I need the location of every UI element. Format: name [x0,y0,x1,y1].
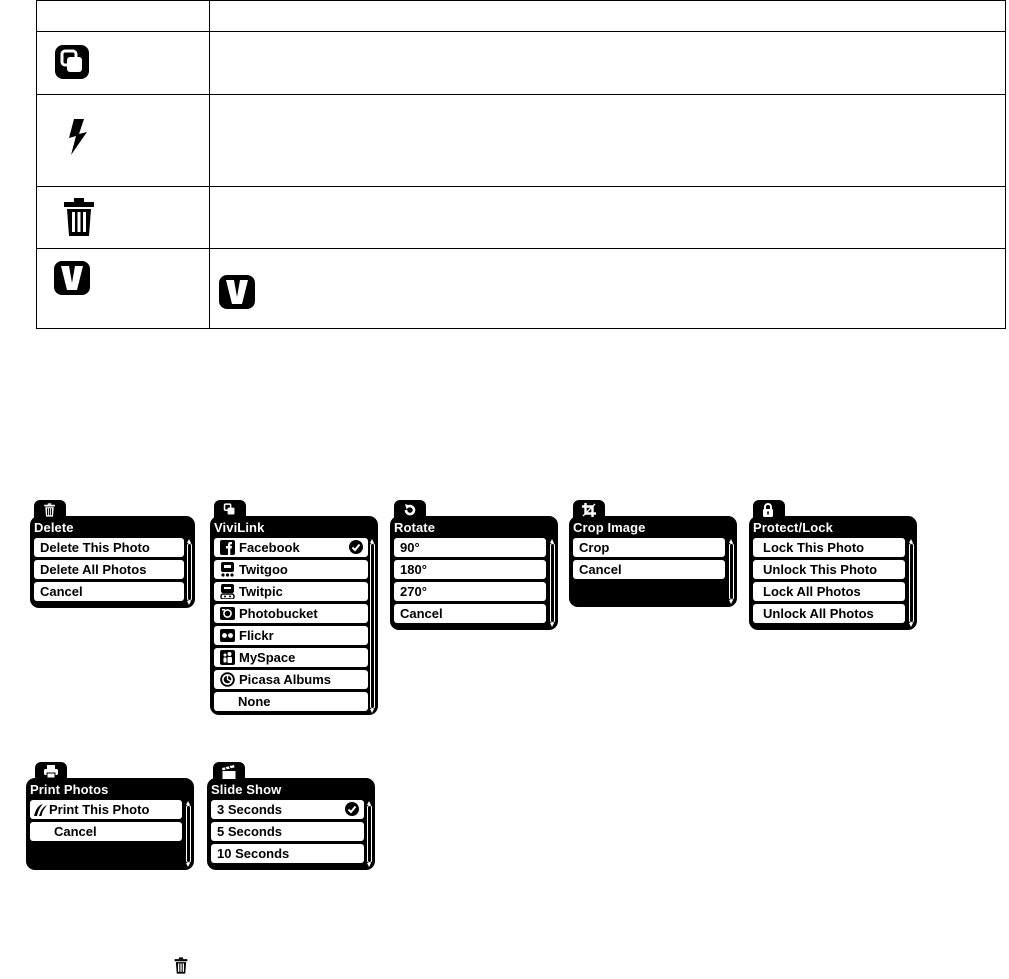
menu-item-flickr[interactable] [214,626,368,645]
menu-item-label: Cancel [54,824,97,839]
menu-item-270[interactable]: 270° [394,582,546,601]
table-icon-cell [37,32,210,95]
menu-item-lock-all-photos[interactable] [753,582,905,601]
menu-title: Rotate [394,520,436,535]
crop-icon [582,503,596,517]
menu-item-label: None [238,694,271,709]
pictbridge-icon [33,802,48,817]
menu-item-none[interactable] [214,692,368,711]
menu-item-twitgoo[interactable] [214,560,368,579]
menu-item-print-this-photo[interactable] [30,800,182,819]
menu-item-label: Lock This Photo [763,540,865,555]
table-header-cell [37,1,210,32]
lock-icon [762,503,774,517]
table-icon-cell [37,249,210,329]
menu-item-lock-this-photo[interactable] [753,538,905,557]
table-icon-cell [37,187,210,249]
menu-item-label: MySpace [239,650,296,665]
menu-item-label: Twitpic [239,584,283,599]
table-row [37,32,1006,95]
table-description-cell [210,95,1006,187]
menu-item-cancel[interactable]: Cancel [573,560,725,579]
menu-item-label: Facebook [239,540,300,555]
menu-item-label: Flickr [239,628,274,643]
twitgoo-icon [220,562,235,577]
flickr-icon [220,628,235,643]
menu-item-crop[interactable]: Crop [573,538,725,557]
menu-item-180[interactable]: 180° [394,560,546,579]
photobucket-icon [220,606,235,621]
twitpic-icon [220,584,235,599]
vivilink-icon [223,503,236,516]
trash-icon [43,503,56,517]
protect-lock-menu [749,516,917,630]
menu-item-10-seconds[interactable] [211,844,364,863]
menu-item-unlock-this-photo[interactable] [753,560,905,579]
scrollbar[interactable] [186,805,191,863]
menu-item-delete-all-photos[interactable]: Delete All Photos [34,560,184,579]
menu-item-twitpic[interactable] [214,582,368,601]
table-header-cell [210,1,1006,32]
table-row [37,249,1006,329]
table-description-cell [210,32,1006,95]
menu-title: Slide Show [211,782,282,797]
menu-item-label: Lock All Photos [763,584,861,599]
menu-item-label: Twitgoo [239,562,288,577]
menu-item-label: Picasa Albums [239,672,332,687]
menu-title: Protect/Lock [753,520,833,535]
myspace-icon [220,650,235,665]
delete-menu [30,516,195,608]
table-description-cell [210,249,1006,329]
menu-item-90[interactable]: 90° [394,538,546,557]
table-row [37,95,1006,187]
menu-item-unlock-all-photos[interactable] [753,604,905,623]
menu-item-cancel[interactable] [30,822,182,841]
menu-item-3-seconds[interactable] [211,800,364,819]
slideshow-icon [222,765,236,779]
menu-item-label: 3 Seconds [217,802,283,817]
menu-item-picasa-albums[interactable] [214,670,368,689]
menu-item-label: Unlock All Photos [763,606,874,621]
menu-title: Delete [34,520,74,535]
scrollbar[interactable] [370,543,375,709]
menu-item-cancel[interactable]: Cancel [394,604,546,623]
vivilink-icon [55,45,89,79]
menu-title: Crop Image [573,520,646,535]
rotate-menu [390,516,558,630]
picasa-icon [220,672,235,687]
table-row [37,187,1006,249]
scrollbar[interactable] [909,543,914,623]
check-icon [349,540,363,554]
check-icon [345,802,359,816]
menu-item-photobucket[interactable] [214,604,368,623]
menu-title: Print Photos [30,782,109,797]
scrollbar[interactable] [187,543,192,601]
menu-item-5-seconds[interactable] [211,822,364,841]
menu-item-label: 5 Seconds [217,824,283,839]
trash-icon [174,957,188,974]
crop-image-menu [569,516,737,607]
slide-show-menu [207,778,375,870]
printer-icon [44,765,58,778]
flash-icon [65,117,91,157]
print-photos-menu [26,778,194,870]
menu-item-label: 10 Seconds [217,846,290,861]
menu-item-cancel[interactable]: Cancel [34,582,184,601]
table-description-cell [210,187,1006,249]
table-header-row [37,1,1006,32]
table-icon-cell [37,95,210,187]
scrollbar[interactable] [729,543,734,600]
menu-item-label: Print This Photo [49,802,150,817]
rotate-icon [403,503,417,517]
menu-title: ViviLink [214,520,265,535]
vivilink-menu [210,516,378,715]
trash-icon [63,197,95,237]
icon-reference-table [36,0,1006,329]
menu-item-facebook[interactable] [214,538,368,557]
facebook-icon [220,540,235,555]
v-icon [54,261,90,295]
menu-item-myspace[interactable] [214,648,368,667]
scrollbar[interactable] [367,805,372,863]
menu-item-delete-this-photo[interactable]: Delete This Photo [34,538,184,557]
menu-item-label: Unlock This Photo [763,562,878,577]
scrollbar[interactable] [550,543,555,623]
v-icon [218,275,256,309]
menu-item-label: Photobucket [239,606,318,621]
